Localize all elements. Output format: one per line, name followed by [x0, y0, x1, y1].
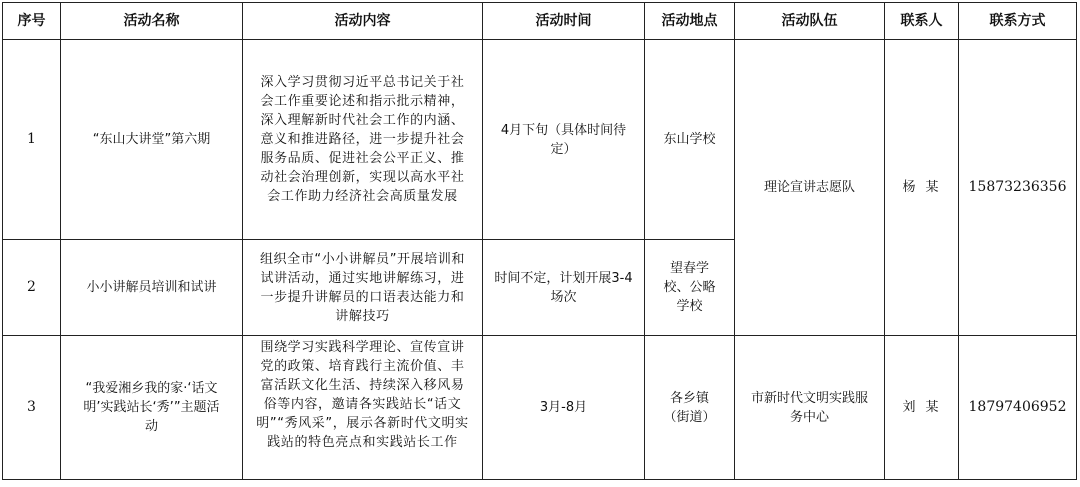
shared-contact: 杨某	[885, 40, 959, 336]
row-no: 1	[3, 40, 61, 240]
row-name: “我爱湘乡我的家·‘话文明’实践站长‘秀’”主题活动	[61, 336, 243, 480]
row-content: 围绕学习实践科学理论、宣传宣讲党的政策、培育践行主流价值、丰富活跃文化生活、持续深入移风易俗等内容，邀请各实践站长“话文明”“秀风采”，展示各新时代文明实践站的特色亮点和实践站长工作	[243, 336, 483, 480]
table-row	[3, 336, 1077, 480]
row-time: 时间不定，计划开展3-4场次	[483, 240, 645, 336]
header-phone: 联系方式	[959, 3, 1077, 40]
row-no: 2	[3, 240, 61, 336]
row-team: 市新时代文明实践服务中心	[735, 336, 885, 480]
row-place: 望春学校、公略学校	[645, 240, 735, 336]
activity-table	[2, 2, 1077, 480]
row-name: “东山大讲堂”第六期	[61, 40, 243, 240]
header-row	[3, 3, 1077, 40]
shared-team: 理论宣讲志愿队	[735, 40, 885, 336]
row-time: 4月下旬（具体时间待定）	[483, 40, 645, 240]
header-contact: 联系人	[885, 3, 959, 40]
row-contact: 刘某	[885, 336, 959, 480]
row-place: 各乡镇（街道）	[645, 336, 735, 480]
header-name: 活动名称	[61, 3, 243, 40]
table-row	[3, 40, 1077, 240]
row-content: 组织全市“小小讲解员”开展培训和试讲活动，通过实地讲解练习，进一步提升讲解员的口语表达能力和讲解技巧	[243, 240, 483, 336]
shared-phone: 15873236356	[959, 40, 1077, 336]
row-content: 深入学习贯彻习近平总书记关于社会工作重要论述和指示批示精神，深入理解新时代社会工作的内涵、意义和推进路径，进一步提升社会服务品质、促进社会公平正义、推动社会治理创新，实现以高水平社会工作助力经济社会高质量发展	[243, 40, 483, 240]
header-place: 活动地点	[645, 3, 735, 40]
row-no: 3	[3, 336, 61, 480]
header-no: 序号	[3, 3, 61, 40]
header-team: 活动队伍	[735, 3, 885, 40]
row-phone: 18797406952	[959, 336, 1077, 480]
row-name: 小小讲解员培训和试讲	[61, 240, 243, 336]
header-time: 活动时间	[483, 3, 645, 40]
row-time: 3月-8月	[483, 336, 645, 480]
header-content: 活动内容	[243, 3, 483, 40]
row-place: 东山学校	[645, 40, 735, 240]
